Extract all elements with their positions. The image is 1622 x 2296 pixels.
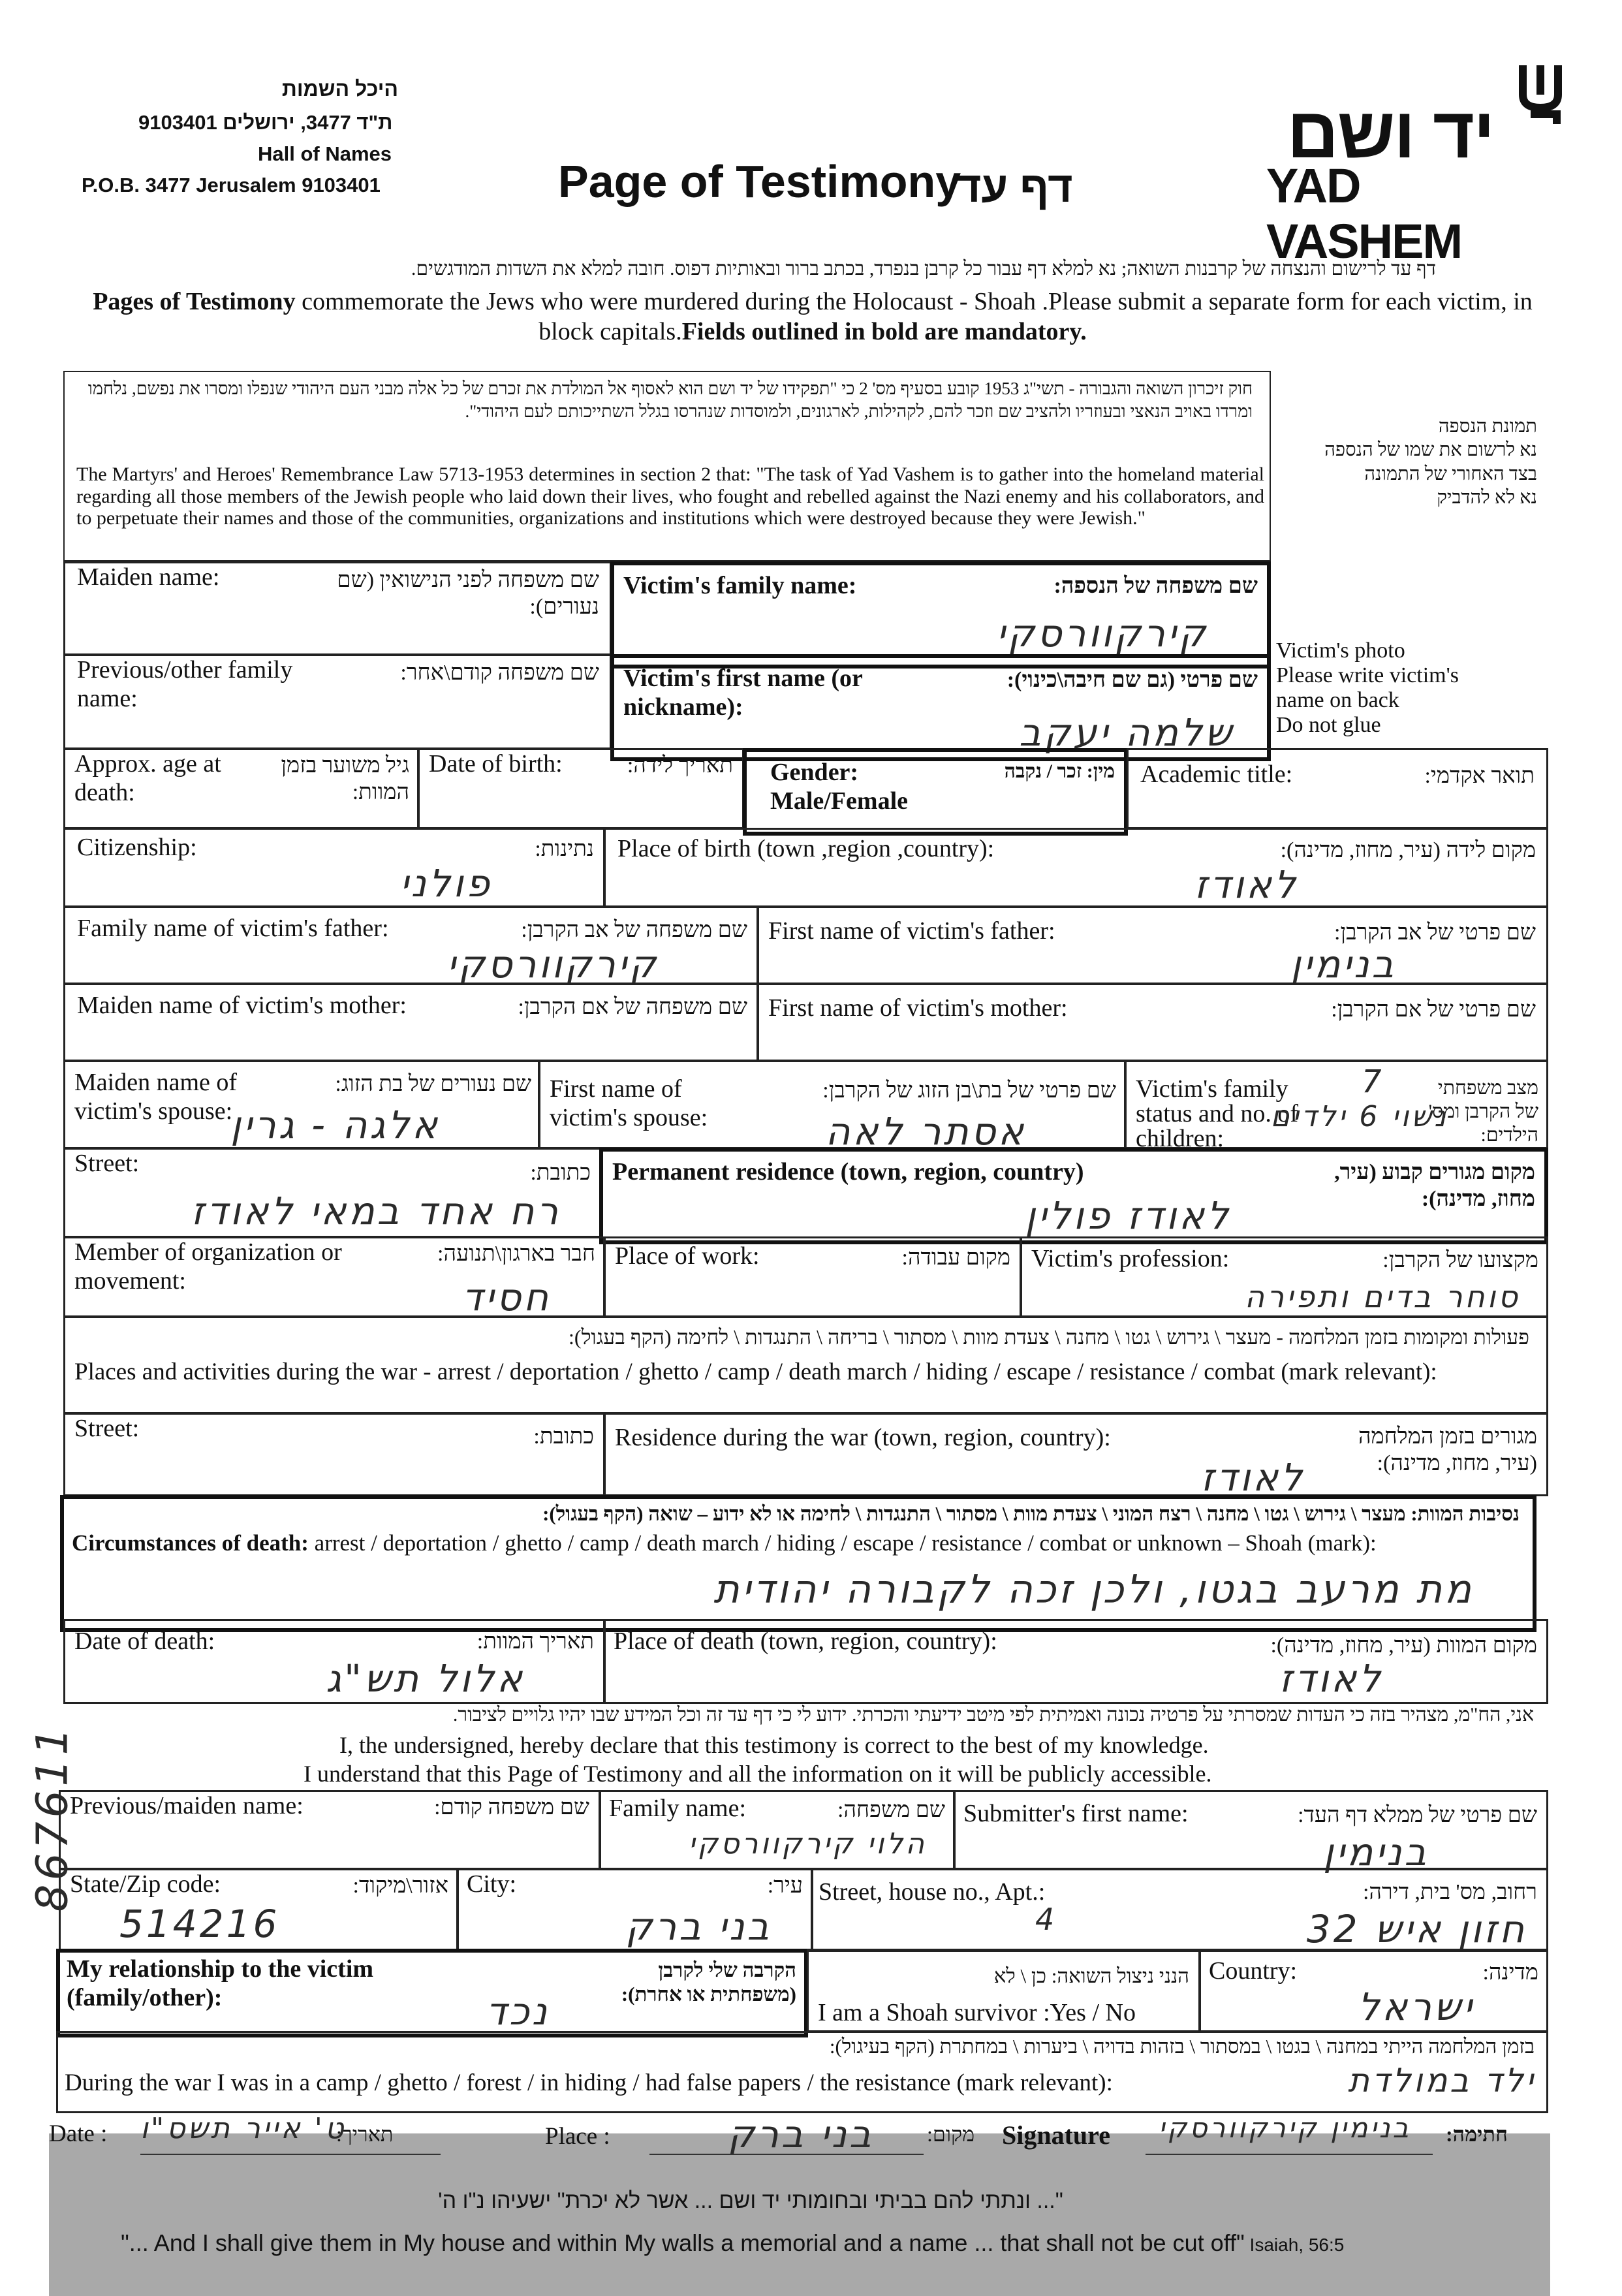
spouse-first-name-value: אסתר לאה bbox=[825, 1109, 1026, 1154]
place-of-death-field[interactable]: Place of death (town, region, country): מקום המוות (עיר, מחוז, מדינה): לאודז bbox=[604, 1619, 1548, 1704]
during-war-value: ילד במולדת bbox=[1348, 2062, 1536, 2099]
photo-instructions-en: Victim's photo Please write victim's name on back Do not glue bbox=[1276, 638, 1459, 738]
war-residence-field[interactable]: Residence during the war (town, region, country): מגורים בזמן המלחמה (עיר, מחוז, מדינה): לאודז bbox=[604, 1413, 1548, 1496]
victim-family-name-field[interactable]: Victim's family name: שם משפחה של הנספה: קירקוורסקי bbox=[610, 561, 1271, 668]
signature-label: Signature bbox=[1002, 2120, 1110, 2150]
city-value: בני ברק bbox=[625, 1904, 772, 1949]
footer-quote-ref: Isaiah, 56:5 bbox=[1244, 2235, 1345, 2255]
org-name-he: היכל השמות bbox=[281, 77, 398, 101]
organization-member-value: חסיד bbox=[461, 1275, 551, 1319]
submitter-previous-name-field[interactable]: Previous/maiden name: שם משפחה קודם: bbox=[59, 1790, 600, 1870]
footer-quote-en bbox=[121, 2229, 1344, 2257]
circumstances-lead: Circumstances of death: bbox=[72, 1530, 309, 1556]
logo-text-he: יד ושם bbox=[1287, 93, 1494, 173]
date-value[interactable]: ט' אייר תשס"ו bbox=[140, 2112, 347, 2145]
spouse-first-name-field[interactable]: First name of victim's spouse: שם פרטי של בת\בן הזוג של הקרבן: אסתר לאה bbox=[538, 1060, 1126, 1149]
zip-code-field[interactable]: State/Zip code: אזור\מיקוד: 514216 bbox=[59, 1868, 458, 1952]
place-value[interactable]: בני ברק bbox=[728, 2112, 874, 2156]
page-title: Page of Testimony bbox=[558, 156, 961, 207]
family-status-field[interactable]: Victim's family status and no. of children: מצב משפחתי של הקרבן ומס' הילדים: 7 נשוי 6 ילדים bbox=[1125, 1060, 1548, 1149]
victim-first-name-value: שלמה יעקב bbox=[1019, 710, 1234, 755]
place-of-work-field[interactable]: Place of work: מקום עבודה: bbox=[604, 1236, 1022, 1317]
date-underline bbox=[140, 2154, 441, 2155]
submitter-street-field[interactable]: Street, house no., Apt.: רחוב, מס' בית, דירה: 4 חזון איש 32 bbox=[811, 1868, 1548, 1952]
margin-number: 867611 bbox=[27, 1723, 78, 1912]
law-box bbox=[63, 371, 1271, 561]
maiden-name-field[interactable]: Maiden name: שם משפחה לפני הנישואין (שם נעורים): bbox=[63, 561, 612, 655]
law-text-en: The Martyrs' and Heroes' Remembrance Law 5713-1953 determines in section 2 that: "The task of Yad Vashem is to gather into the homeland material regarding all those members of the Jewish people who laid down their lives, who fought and rebelled against the Nazi enemy and his collaborators, and to perpetuate their names and those of the communities, organizations and institutions which were destroyed because they were Jewish." bbox=[76, 464, 1264, 529]
place-of-death-value: לאודז bbox=[1279, 1656, 1383, 1701]
relationship-field[interactable]: My relationship to the victim (family/other): הקרבה שלי לקרבן (משפחתית או אחרת): נכד bbox=[56, 1949, 808, 2037]
submitter-first-name-value: בנימין bbox=[1323, 1830, 1429, 1874]
victim-first-name-field[interactable]: Victim's first name (or nickname): שם פרטי (גם שם חיבה\כינוי): שלמה יעקב bbox=[610, 654, 1271, 761]
family-status-value: נשוי 6 ילדים bbox=[1270, 1100, 1448, 1133]
victim-family-name-value: קירקוורסקי bbox=[996, 611, 1208, 655]
footer-quote-he: "... ונתתי להם בביתי ובחומותי יד ושם ... אשר לא יכרת" ישעיהו נ"ו ה' bbox=[438, 2188, 1063, 2213]
date-label-he: תאריך: bbox=[336, 2122, 394, 2146]
yad-vashem-logo bbox=[1266, 59, 1567, 268]
father-family-name-field[interactable]: Family name of victim's father: שם משפחה של אב הקרבן: קירקוורסקי bbox=[63, 906, 758, 984]
law-text-he: חוק זיכרון השואה והגבורה - תשי"ג 1953 קובע בסעיף מס' 2 כי "תפקידו של יד ושם הוא לאסוף אל המולדת את זכרם של כל אלה מבני העם היהודי שנפלו ומסרו את נפשם, נלחמו ומרדו באויב הנאצי ובעוזריו ולהציב שם וזכר להם, לקהילות, לארגונים, ולמוסדות שנהרסו בגלל השתייכותם לעם היהודי". bbox=[87, 379, 1253, 422]
mother-first-name-field[interactable]: First name of victim's mother: שם פרטי של אם הקרבן: bbox=[757, 983, 1548, 1062]
org-name-en: Hall of Names bbox=[258, 142, 392, 165]
intro-he: דף עד לרישום והנצחה של קרבנות השואה; נא למלא דף עבור כל קרבן בנפרד, בכתב ברור ובאותיות דפוס. חובה למלא את השדות המודגשים. bbox=[411, 258, 1436, 279]
circumstances-value: מת מרעב בגטו, ולכן זכה לקבורה יהודית bbox=[713, 1567, 1474, 1612]
logo-flame-icon bbox=[1518, 59, 1563, 124]
survivor-field[interactable]: הנני ניצול השואה: כן \ לא I am a Shoah survivor :Yes / No bbox=[807, 1949, 1200, 2032]
war-residence-value: לאודז bbox=[1200, 1455, 1305, 1500]
street-value: רח אחד במאי לאודז bbox=[191, 1189, 561, 1233]
intro-lead: Pages of Testimony bbox=[93, 288, 296, 315]
country-field[interactable]: Country: מדינה: ישראל bbox=[1199, 1949, 1548, 2032]
spouse-maiden-name-value: אלגה - גרין bbox=[230, 1103, 440, 1147]
declaration-he: אני, הח"מ, מצהיר בזה כי העדות שמסרתי על פרטיה נכונה ואמיתית לפי מיטב ידיעתי והכרתי. ידוע לי כי דף עד זה וכל המידע שבו יהיו גלויים לציבור. bbox=[452, 1704, 1534, 1725]
place-of-birth-field[interactable]: Place of birth (town ,region ,country): מקום לידה (עיר, מחוז, מדינה): לאודז bbox=[604, 828, 1548, 907]
intro-mandatory: Fields outlined in bold are mandatory. bbox=[681, 317, 1087, 345]
circumstances-options: arrest / deportation / ghetto / camp / death march / hiding / escape / resistance / combat or unknown – Shoah (mark): bbox=[308, 1530, 1377, 1556]
mother-maiden-name-field[interactable]: Maiden name of victim's mother: שם משפחה של אם הקרבן: bbox=[63, 983, 758, 1062]
organization-member-field[interactable]: Member of organization or movement: חבר בארגון\תנועה: חסיד bbox=[63, 1236, 605, 1317]
signature-row bbox=[49, 2112, 1550, 2160]
declaration-en-2: I understand that this Page of Testimony and all the information on it will be publicly accessible. bbox=[304, 1761, 1212, 1787]
intro-en bbox=[78, 287, 1547, 347]
gender-field[interactable]: Gender: Male/Female מין: זכר / נקבה bbox=[743, 748, 1128, 836]
family-status-count: 7 bbox=[1362, 1063, 1384, 1100]
org-address-he: ת"ד 3477, ירושלים 9103401 bbox=[138, 111, 393, 134]
war-activities-field[interactable]: פעולות ומקומות בזמן המלחמה - מעצר \ גירוש \ גטו \ מחנה \ צעדת מוות \ מסתור \ בריחה \ התנגדות \ לחימה (הקף בעגול): Places and activities during the war - arrest / deportation / ghetto / camp / death march / hiding / escape / resistance / combat (mark relevant): bbox=[63, 1316, 1548, 1414]
circumstances-of-death-field[interactable]: נסיבות המוות: מעצר \ גירוש \ גטו \ מחנה \ רצח המוני \ צעדת מוות \ מסתור \ התנגדות \ לחימה או לא ידוע – שואה (הקף בעגול): Circumstances of death: arrest / deportation / ghetto / camp / death march / hiding / escape / resistance / combat or unknown – Shoah (mark): מת מרעב בגטו, ולכן זכה לקבורה יהודית bbox=[60, 1495, 1536, 1632]
date-of-birth-field[interactable]: Date of birth: תאריך לידה: bbox=[418, 748, 744, 829]
submitter-first-name-field[interactable]: Submitter's first name: שם פרטי של ממלא דף העד: בנימין bbox=[954, 1790, 1548, 1870]
war-street-field[interactable]: Street: כתובת: bbox=[63, 1413, 605, 1496]
during-war-field[interactable]: בזמן המלחמה הייתי במחנה \ בגטו \ במסתור \ בזהות בדויה \ ביערות \ במחתרת (הקף בעיגול): During the war I was in a camp / ghetto / forest / in hiding / had false papers / the resistance (mark relevant): ילד במולדת bbox=[56, 2031, 1548, 2113]
apartment-value: 4 bbox=[1035, 1902, 1057, 1937]
declaration-en-1: I, the undersigned, hereby declare that this testimony is correct to the best of my knowledge. bbox=[339, 1732, 1209, 1758]
profession-field[interactable]: Victim's profession: מקצועו של הקרבן: סוחר בדים ותפירה bbox=[1020, 1236, 1548, 1317]
footer-quote-text: "... And I shall give them in My house and within My walls a memorial and a name ... that shall not be cut off" bbox=[121, 2229, 1245, 2256]
zip-code-value: 514216 bbox=[119, 1902, 280, 1946]
submitter-family-name-value: הלוי קירקוורסקי bbox=[688, 1827, 927, 1861]
date-of-death-value: אלול תש"ג bbox=[326, 1656, 525, 1701]
place-label-he: מקום: bbox=[927, 2122, 975, 2146]
relationship-value: נכד bbox=[486, 1989, 550, 2034]
previous-family-name-field[interactable]: Previous/other family name: שם משפחה קודם\אחר: bbox=[63, 654, 612, 749]
citizenship-field[interactable]: Citizenship: נתינות: פולני bbox=[63, 828, 605, 907]
photo-instructions-he: תמונת הנספה נא לרשום את שמו של הנספה בצד האחורי של התמונה נא לא להדביק bbox=[1324, 416, 1537, 508]
date-label: Date : bbox=[49, 2120, 108, 2147]
academic-title-field[interactable]: Academic title: תואר אקדמי: bbox=[1127, 748, 1548, 829]
submitter-family-name-field[interactable]: Family name: שם משפחה: הלוי קירקוורסקי bbox=[599, 1790, 955, 1870]
father-first-name-value: בנימין bbox=[1290, 942, 1396, 986]
profession-value: סוחר בדים ותפירה bbox=[1245, 1279, 1520, 1314]
permanent-residence-field[interactable]: Permanent residence (town, region, country) מקום מגורים קבוע (עיר, מחוז, מדינה): לאודז פולין bbox=[599, 1148, 1548, 1244]
page-title-he: דף עד bbox=[956, 163, 1073, 211]
place-of-birth-value: לאודז bbox=[1194, 862, 1298, 907]
signature-value[interactable]: בנימין קירקוורסקי bbox=[1159, 2112, 1411, 2144]
org-address-en: P.O.B. 3477 Jerusalem 9103401 bbox=[82, 174, 381, 197]
father-family-name-value: קירקוורסקי bbox=[446, 942, 659, 986]
age-at-death-field[interactable]: Approx. age at death: גיל משוער בזמן המוות: bbox=[63, 748, 419, 829]
citizenship-value: פולני bbox=[399, 861, 492, 905]
place-underline bbox=[649, 2154, 924, 2155]
intro-body: commemorate the Jews who were murdered during the Holocaust - Shoah .Please submit a separate form for each victim, in block capitals. bbox=[295, 288, 1533, 345]
father-first-name-field[interactable]: First name of victim's father: שם פרטי של אב הקרבן: בנימין bbox=[757, 906, 1548, 984]
place-label: Place : bbox=[545, 2123, 610, 2150]
country-value: ישראל bbox=[1358, 1985, 1474, 2029]
date-of-death-field[interactable]: Date of death: תאריך המוות: אלול תש"ג bbox=[63, 1619, 605, 1704]
city-field[interactable]: City: עיר: בני ברק bbox=[457, 1868, 813, 1952]
logo-text-en: YAD VASHEM bbox=[1266, 159, 1462, 268]
signature-underline bbox=[1146, 2154, 1433, 2155]
signature-label-he: חתימה: bbox=[1446, 2122, 1508, 2146]
street-field[interactable]: Street: כתובת: רח אחד במאי לאודז bbox=[63, 1148, 602, 1238]
permanent-residence-value: לאודז פולין bbox=[1025, 1193, 1231, 1238]
spouse-maiden-name-field[interactable]: Maiden name of victim's spouse: שם נעורים של בת הזוג: אלגה - גרין bbox=[63, 1060, 540, 1149]
submitter-street-value: חזון איש 32 bbox=[1306, 1907, 1527, 1951]
